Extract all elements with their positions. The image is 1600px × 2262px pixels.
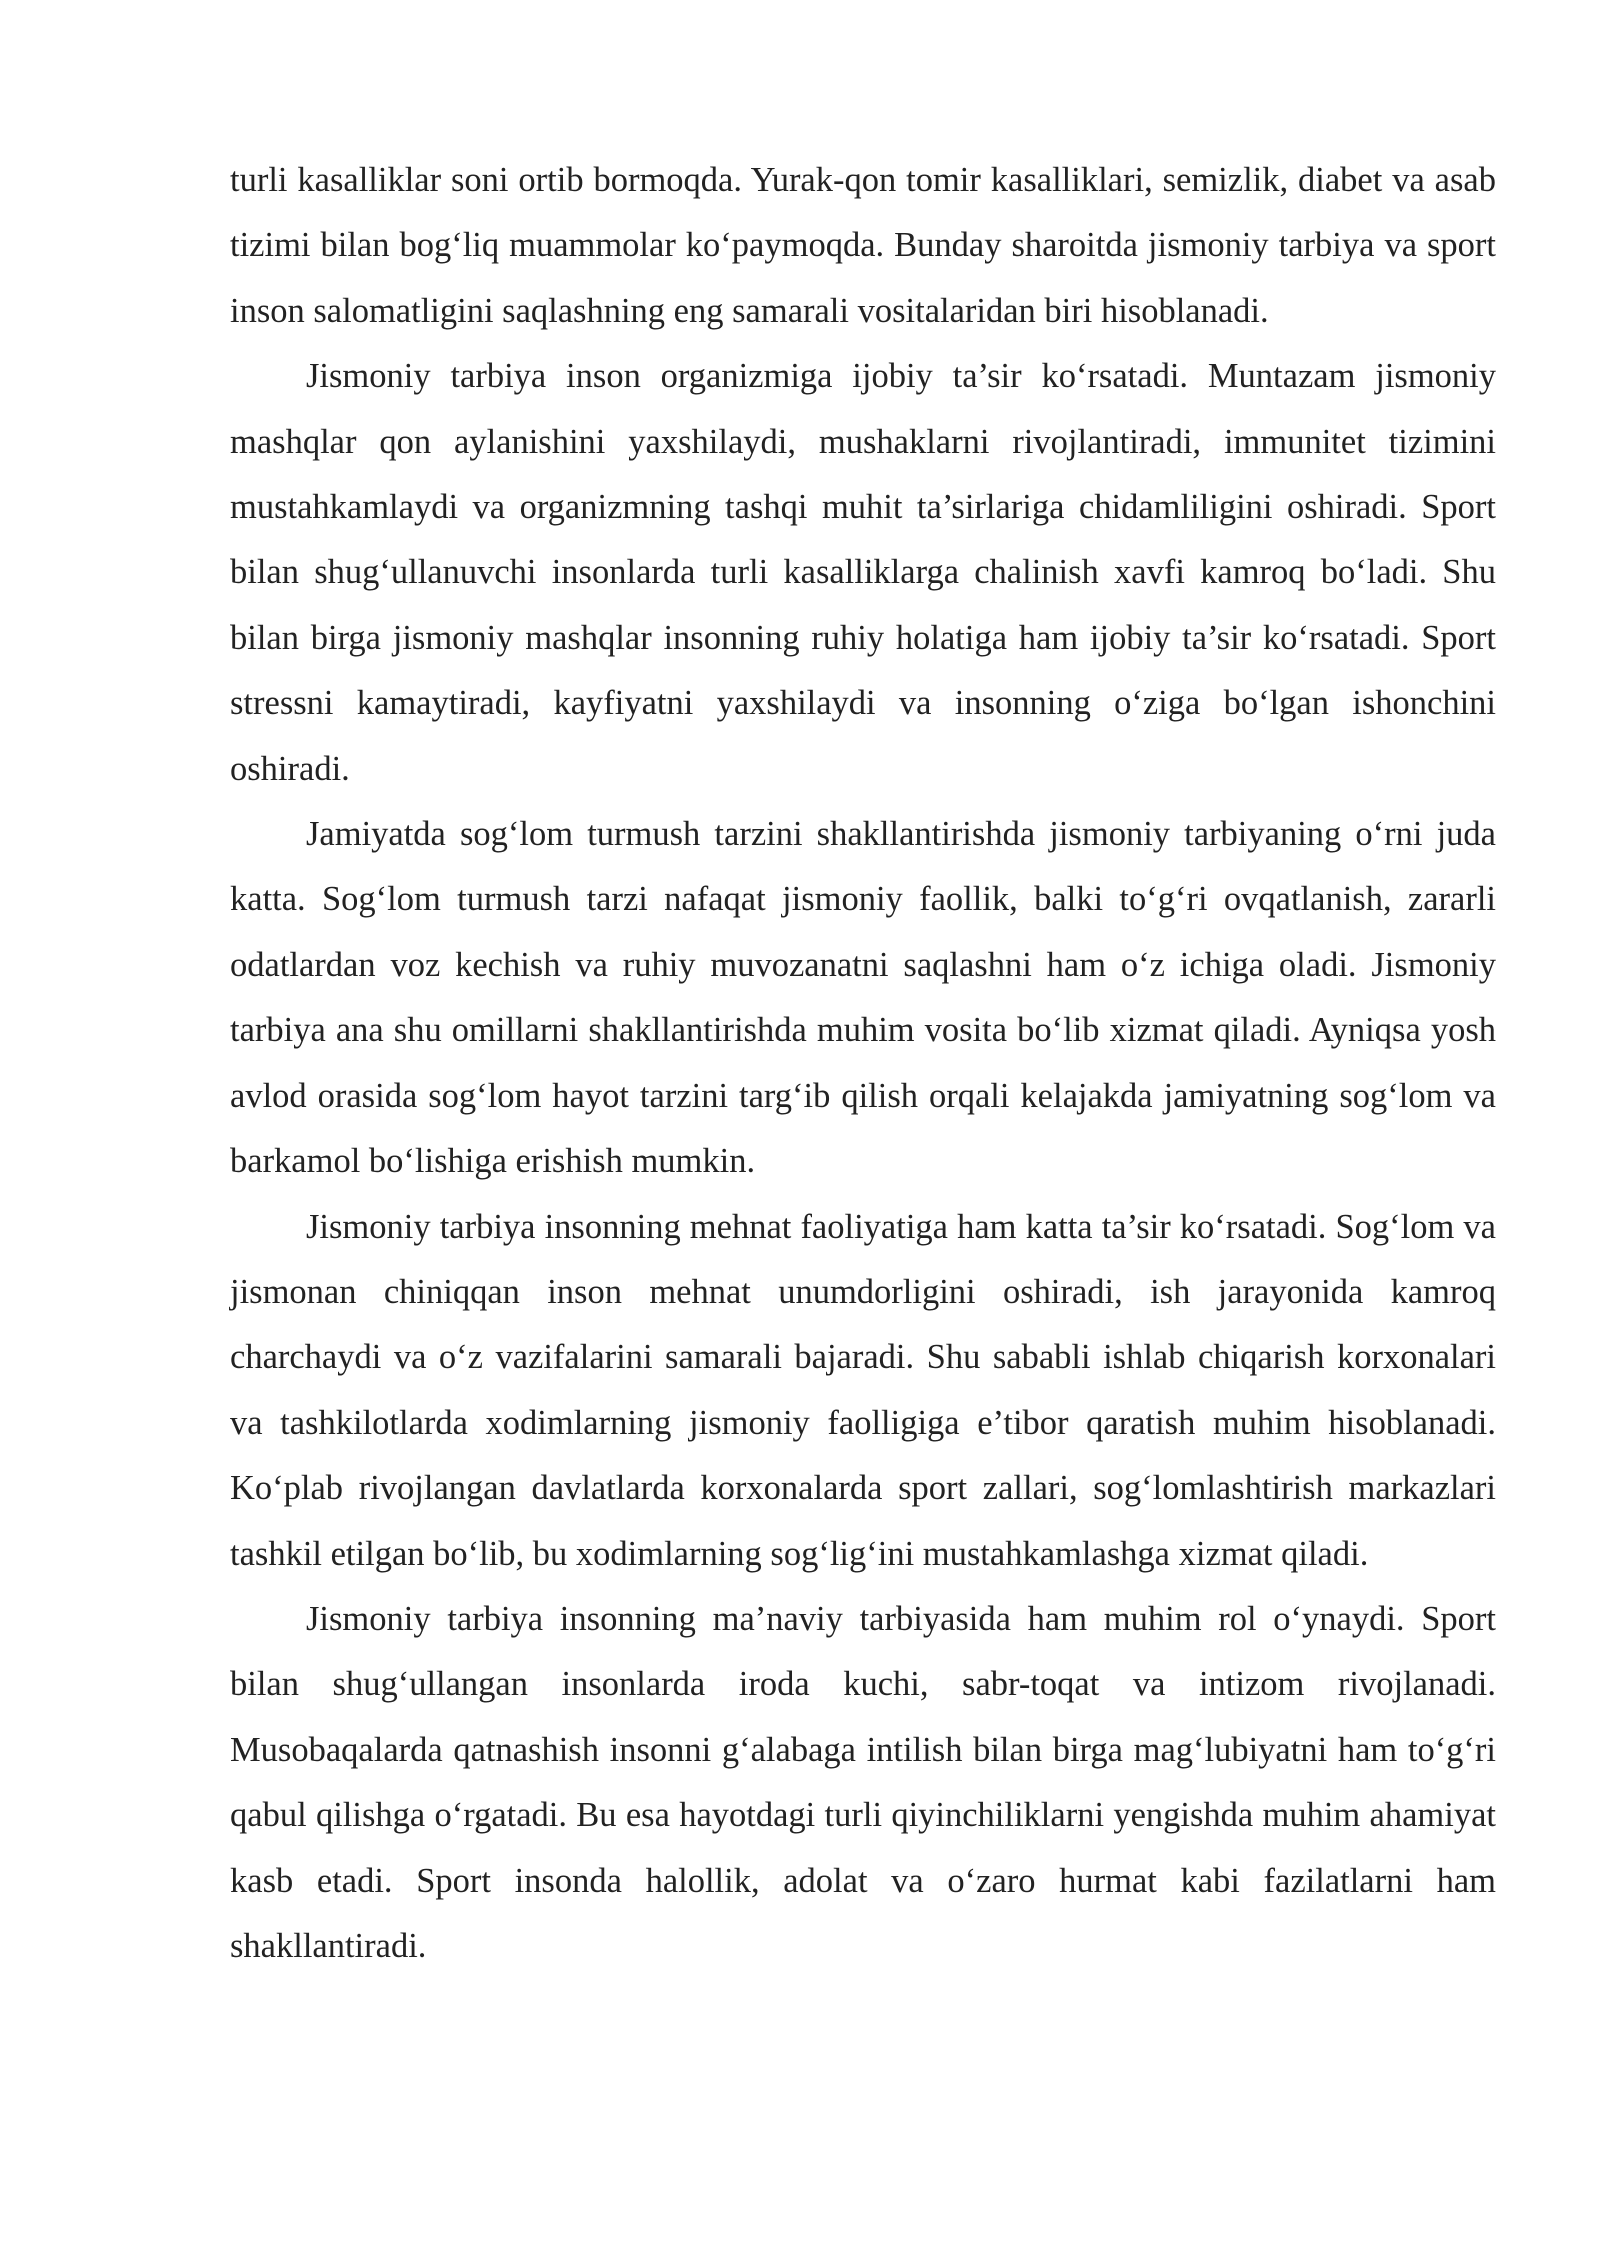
paragraph-5: Jismoniy tarbiya insonning ma’naviy tarbiyasida ham muhim rol o‘ynaydi. Sport bilan shug‘ullangan insonlarda iroda kuchi, sabr-toqat va intizom rivojlanadi. Musobaqalarda qatnashish insonni g‘alabaga intilish bilan birga mag‘lubiyatni ham to‘g‘ri qabul qilishga o‘rgatadi. Bu esa hayotdagi turli qiyinchiliklarni yengishda muhim ahamiyat kasb etadi. Sport insonda halollik, adolat va o‘zaro hurmat kabi fazilatlarni ham shakllantiradi. [230,1599,1496,1965]
paragraph-1: turli kasalliklar soni ortib bormoqda. Yurak-qon tomir kasalliklari, semizlik, diabet va asab tizimi bilan bog‘liq muammolar ko‘paymoqda. Bunday sharoitda jismoniy tarbiya va sport inson salomatligini saqlashning eng samarali vositalaridan biri hisoblanadi. [230,161,1496,330]
document-page [230,148,1496,1979]
paragraph-3: Jamiyatda sog‘lom turmush tarzini shakllantirishda jismoniy tarbiyaning o‘rni juda katta. Sog‘lom turmush tarzi nafaqat jismoniy faollik, balki to‘g‘ri ovqatlanish, zararli odatlardan voz kechish va ruhiy muvozanatni saqlashni ham o‘z ichiga oladi. Jismoniy tarbiya ana shu omillarni shakllantirishda muhim vosita bo‘lib xizmat qiladi. Ayniqsa yosh avlod orasida sog‘lom hayot tarzini targ‘ib qilish orqali kelajakda jamiyatning sog‘lom va barkamol bo‘lishiga erishish mumkin. [230,815,1496,1181]
paragraph-4: Jismoniy tarbiya insonning mehnat faoliyatiga ham katta ta’sir ko‘rsatadi. Sog‘lom va jismonan chiniqqan inson mehnat unumdorligini oshiradi, ish jarayonida kamroq charchaydi va o‘z vazifalarini samarali bajaradi. Shu sababli ishlab chiqarish korxonalari va tashkilotlarda xodimlarning jismoniy faolligiga e’tibor qaratish muhim hisoblanadi. Ko‘plab rivojlangan davlatlarda korxonalarda sport zallari, sog‘lomlashtirish markazlari tashkil etilgan bo‘lib, bu xodimlarning sog‘lig‘ini mustahkamlashga xizmat qiladi. [230,1207,1496,1573]
paragraph-2: Jismoniy tarbiya inson organizmiga ijobiy ta’sir ko‘rsatadi. Muntazam jismoniy mashqlar qon aylanishini yaxshilaydi, mushaklarni rivojlantiradi, immunitet tizimini mustahkamlaydi va organizmning tashqi muhit ta’sirlariga chidamliligini oshiradi. Sport bilan shug‘ullanuvchi insonlarda turli kasalliklarga chalinish xavfi kamroq bo‘ladi. Shu bilan birga jismoniy mashqlar insonning ruhiy holatiga ham ijobiy ta’sir ko‘rsatadi. Sport stressni kamaytiradi, kayfiyatni yaxshilaydi va insonning o‘ziga bo‘lgan ishonchini oshiradi. [230,357,1496,788]
